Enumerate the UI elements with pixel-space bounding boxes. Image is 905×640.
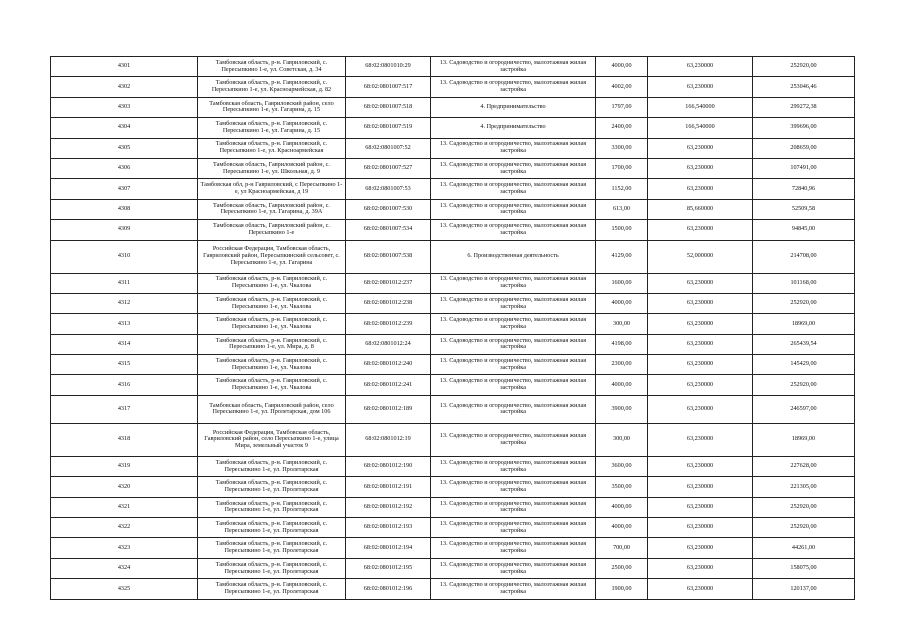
table-row bbox=[51, 518, 855, 538]
table-row bbox=[51, 355, 855, 375]
address-cell: Российская Федерация, Тамбовская область, Гавриловский район, село Пересыпкино 1-е, улица Мира, земельный участок 9 bbox=[198, 423, 346, 456]
cadastral-number-cell: 68:02:0801012:19 bbox=[346, 423, 431, 456]
area-cell: 3500,00 bbox=[596, 477, 648, 497]
specific-value-cell: 85,660000 bbox=[648, 199, 753, 219]
address-cell: Тамбовская область, р-н. Гавриловский, с. Пересыпкино 1-е, ул. Красноармейская bbox=[198, 138, 346, 158]
specific-value-cell: 63,230000 bbox=[648, 220, 753, 240]
cadastral-value-cell: 246597,00 bbox=[753, 395, 855, 423]
specific-value-cell: 63,230000 bbox=[648, 538, 753, 558]
cadastral-value-cell: 52509,58 bbox=[753, 199, 855, 219]
area-cell: 4000,00 bbox=[596, 293, 648, 313]
row-number-cell: 4310 bbox=[51, 240, 198, 273]
area-cell: 4000,00 bbox=[596, 518, 648, 538]
land-use-cell: 13. Садоводство и огородничество, малоэтажная жилая застройка bbox=[431, 395, 596, 423]
land-use-cell: 13. Садоводство и огородничество, малоэтажная жилая застройка bbox=[431, 77, 596, 97]
cadastral-number-cell: 68:02:0801007:534 bbox=[346, 220, 431, 240]
cadastral-number-cell: 68:02:0801007:52 bbox=[346, 138, 431, 158]
cadastral-value-cell: 214708,00 bbox=[753, 240, 855, 273]
cadastral-number-cell: 68:02:0801012:238 bbox=[346, 293, 431, 313]
cadastral-value-cell: 158075,00 bbox=[753, 558, 855, 578]
land-use-cell: 13. Садоводство и огородничество, малоэтажная жилая застройка bbox=[431, 57, 596, 77]
address-cell: Тамбовская область, р-н. Гавриловский, с. Пересыпкино 1-е, ул. Пролетарская bbox=[198, 518, 346, 538]
cadastral-value-cell: 252920,00 bbox=[753, 375, 855, 395]
land-use-cell: 13. Садоводство и огородничество, малоэтажная жилая застройка bbox=[431, 138, 596, 158]
land-use-cell: 13. Садоводство и огородничество, малоэтажная жилая застройка bbox=[431, 375, 596, 395]
land-registry-table bbox=[50, 56, 855, 600]
row-number-cell: 4311 bbox=[51, 273, 198, 293]
area-cell: 300,00 bbox=[596, 314, 648, 334]
table-row bbox=[51, 77, 855, 97]
area-cell: 4198,00 bbox=[596, 334, 648, 354]
cadastral-number-cell: 68:02:0801007:518 bbox=[346, 97, 431, 117]
address-cell: Тамбовская область, Гавриловский район, с. Пересыпкино 1-е bbox=[198, 220, 346, 240]
specific-value-cell: 63,230000 bbox=[648, 579, 753, 599]
row-number-cell: 4319 bbox=[51, 456, 198, 476]
address-cell: Тамбовская область, р-н. Гавриловский, с. Пересыпкино 1-е, ул. Пролетарская bbox=[198, 538, 346, 558]
cadastral-number-cell: 68:02:0801012:237 bbox=[346, 273, 431, 293]
cadastral-number-cell: 68:02:0801007:519 bbox=[346, 118, 431, 138]
specific-value-cell: 63,230000 bbox=[648, 456, 753, 476]
area-cell: 2400,00 bbox=[596, 118, 648, 138]
specific-value-cell: 63,230000 bbox=[648, 158, 753, 178]
land-use-cell: 13. Садоводство и огородничество, малоэтажная жилая застройка bbox=[431, 558, 596, 578]
area-cell: 1900,00 bbox=[596, 579, 648, 599]
specific-value-cell: 63,230000 bbox=[648, 334, 753, 354]
area-cell: 2500,00 bbox=[596, 558, 648, 578]
cadastral-value-cell: 299272,38 bbox=[753, 97, 855, 117]
specific-value-cell: 63,230000 bbox=[648, 355, 753, 375]
specific-value-cell: 63,230000 bbox=[648, 273, 753, 293]
row-number-cell: 4301 bbox=[51, 57, 198, 77]
table-row bbox=[51, 293, 855, 313]
address-cell: Тамбовская область, р-н. Гавриловский, с. Пересыпкино 1-е, ул. Чкалова bbox=[198, 293, 346, 313]
area-cell: 4000,00 bbox=[596, 57, 648, 77]
land-use-cell: 13. Садоводство и огородничество, малоэтажная жилая застройка bbox=[431, 273, 596, 293]
area-cell: 4002,00 bbox=[596, 77, 648, 97]
table-row bbox=[51, 423, 855, 456]
land-use-cell: 13. Садоводство и огородничество, малоэтажная жилая застройка bbox=[431, 538, 596, 558]
table-row bbox=[51, 558, 855, 578]
specific-value-cell: 63,230000 bbox=[648, 423, 753, 456]
cadastral-number-cell: 68:02:0801010:29 bbox=[346, 57, 431, 77]
table-row bbox=[51, 579, 855, 599]
area-cell: 3300,00 bbox=[596, 138, 648, 158]
address-cell: Тамбовская область, р-н. Гавриловский, с. Пересыпкино 1-е, ул. Красноармейская, д. 82 bbox=[198, 77, 346, 97]
cadastral-number-cell: 68:02:0801012:195 bbox=[346, 558, 431, 578]
land-use-cell: 4. Предпринимательство bbox=[431, 118, 596, 138]
land-use-cell: 13. Садоводство и огородничество, малоэтажная жилая застройка bbox=[431, 314, 596, 334]
cadastral-value-cell: 94845,00 bbox=[753, 220, 855, 240]
specific-value-cell: 166,540000 bbox=[648, 97, 753, 117]
row-number-cell: 4314 bbox=[51, 334, 198, 354]
specific-value-cell: 52,000000 bbox=[648, 240, 753, 273]
table-row bbox=[51, 199, 855, 219]
specific-value-cell: 63,230000 bbox=[648, 375, 753, 395]
address-cell: Тамбовская область, р-н. Гавриловский, с. Пересыпкино 1-е, ул. Чкалова bbox=[198, 314, 346, 334]
cadastral-value-cell: 265439,54 bbox=[753, 334, 855, 354]
row-number-cell: 4320 bbox=[51, 477, 198, 497]
address-cell: Тамбовская область, р-н. Гавриловский, с. Пересыпкино 1-е, ул. Советская, д. 34 bbox=[198, 57, 346, 77]
row-number-cell: 4305 bbox=[51, 138, 198, 158]
cadastral-number-cell: 68:02:0801012:239 bbox=[346, 314, 431, 334]
cadastral-number-cell: 68:02:0801012:241 bbox=[346, 375, 431, 395]
land-use-cell: 13. Садоводство и огородничество, малоэтажная жилая застройка bbox=[431, 355, 596, 375]
land-use-cell: 13. Садоводство и огородничество, малоэтажная жилая застройка bbox=[431, 579, 596, 599]
area-cell: 300,00 bbox=[596, 423, 648, 456]
cadastral-number-cell: 68:02:0801007:527 bbox=[346, 158, 431, 178]
cadastral-value-cell: 44261,00 bbox=[753, 538, 855, 558]
specific-value-cell: 63,230000 bbox=[648, 395, 753, 423]
cadastral-value-cell: 145429,00 bbox=[753, 355, 855, 375]
row-number-cell: 4309 bbox=[51, 220, 198, 240]
cadastral-value-cell: 72840,96 bbox=[753, 179, 855, 199]
land-use-cell: 13. Садоводство и огородничество, малоэтажная жилая застройка bbox=[431, 293, 596, 313]
land-use-cell: 13. Садоводство и огородничество, малоэтажная жилая застройка bbox=[431, 497, 596, 517]
row-number-cell: 4308 bbox=[51, 199, 198, 219]
row-number-cell: 4322 bbox=[51, 518, 198, 538]
cadastral-number-cell: 68:02:0801012:190 bbox=[346, 456, 431, 476]
row-number-cell: 4304 bbox=[51, 118, 198, 138]
land-use-cell: 13. Садоводство и огородничество, малоэтажная жилая застройка bbox=[431, 179, 596, 199]
area-cell: 2300,00 bbox=[596, 355, 648, 375]
address-cell: Тамбовская область, Гавриловский район, село Пересыпкино 1-е, ул. Пролетарская, дом 106 bbox=[198, 395, 346, 423]
table-row bbox=[51, 158, 855, 178]
table-row bbox=[51, 314, 855, 334]
address-cell: Тамбовская область, р-н. Гавриловский, с. Пересыпкино 1-е, ул. Пролетарская bbox=[198, 579, 346, 599]
specific-value-cell: 166,540000 bbox=[648, 118, 753, 138]
cadastral-value-cell: 101168,00 bbox=[753, 273, 855, 293]
area-cell: 613,00 bbox=[596, 199, 648, 219]
land-use-cell: 13. Садоводство и огородничество, малоэтажная жилая застройка bbox=[431, 334, 596, 354]
specific-value-cell: 63,230000 bbox=[648, 57, 753, 77]
table-row bbox=[51, 456, 855, 476]
cadastral-value-cell: 18969,00 bbox=[753, 423, 855, 456]
land-use-cell: 13. Садоводство и огородничество, малоэтажная жилая застройка bbox=[431, 220, 596, 240]
address-cell: Тамбовская область, р-н. Гавриловский, с. Пересыпкино 1-е, ул. Мира, д. 8 bbox=[198, 334, 346, 354]
cadastral-value-cell: 252920,00 bbox=[753, 518, 855, 538]
cadastral-number-cell: 68:02:0801012:193 bbox=[346, 518, 431, 538]
table-row bbox=[51, 273, 855, 293]
cadastral-value-cell: 18969,00 bbox=[753, 314, 855, 334]
land-use-cell: 13. Садоводство и огородничество, малоэтажная жилая застройка bbox=[431, 456, 596, 476]
table-row bbox=[51, 497, 855, 517]
cadastral-number-cell: 68:02:0801007:53 bbox=[346, 179, 431, 199]
table-row bbox=[51, 97, 855, 117]
table-row bbox=[51, 538, 855, 558]
table-row bbox=[51, 179, 855, 199]
cadastral-value-cell: 253046,46 bbox=[753, 77, 855, 97]
table-row bbox=[51, 334, 855, 354]
cadastral-value-cell: 208659,00 bbox=[753, 138, 855, 158]
row-number-cell: 4325 bbox=[51, 579, 198, 599]
specific-value-cell: 63,230000 bbox=[648, 179, 753, 199]
area-cell: 3600,00 bbox=[596, 456, 648, 476]
address-cell: Тамбовская область, Гавриловский район, с. Пересыпкино 1-е, ул. Школьная, д. 9 bbox=[198, 158, 346, 178]
table-row bbox=[51, 477, 855, 497]
land-use-cell: 13. Садоводство и огородничество, малоэтажная жилая застройка bbox=[431, 518, 596, 538]
specific-value-cell: 63,230000 bbox=[648, 293, 753, 313]
row-number-cell: 4302 bbox=[51, 77, 198, 97]
cadastral-number-cell: 68:02:0801012:240 bbox=[346, 355, 431, 375]
registry-table-body bbox=[51, 57, 855, 600]
land-use-cell: 4. Предпринимательство bbox=[431, 97, 596, 117]
cadastral-number-cell: 68:02:0801007:538 bbox=[346, 240, 431, 273]
cadastral-number-cell: 68:02:0801007:517 bbox=[346, 77, 431, 97]
cadastral-value-cell: 107491,00 bbox=[753, 158, 855, 178]
address-cell: Тамбовская обл, р-н Гавриловский, с Пересыпкино 1-е, ул Красноармейская, д 19 bbox=[198, 179, 346, 199]
cadastral-value-cell: 252920,00 bbox=[753, 57, 855, 77]
table-row bbox=[51, 118, 855, 138]
land-use-cell: 13. Садоводство и огородничество, малоэтажная жилая застройка bbox=[431, 423, 596, 456]
table-row bbox=[51, 138, 855, 158]
specific-value-cell: 63,230000 bbox=[648, 477, 753, 497]
specific-value-cell: 63,230000 bbox=[648, 518, 753, 538]
land-use-cell: 13. Садоводство и огородничество, малоэтажная жилая застройка bbox=[431, 477, 596, 497]
row-number-cell: 4315 bbox=[51, 355, 198, 375]
row-number-cell: 4313 bbox=[51, 314, 198, 334]
cadastral-number-cell: 68:02:0801012:192 bbox=[346, 497, 431, 517]
area-cell: 4129,00 bbox=[596, 240, 648, 273]
land-use-cell: 6. Производственная деятельность bbox=[431, 240, 596, 273]
row-number-cell: 4316 bbox=[51, 375, 198, 395]
address-cell: Тамбовская область, Гавриловский район, село Пересыпкино 1-е, ул. Гагарина, д. 15 bbox=[198, 97, 346, 117]
cadastral-number-cell: 68:02:0801012:191 bbox=[346, 477, 431, 497]
table-row bbox=[51, 57, 855, 77]
area-cell: 1500,00 bbox=[596, 220, 648, 240]
address-cell: Тамбовская область, р-н. Гавриловский, с. Пересыпкино 1-е, ул. Чкалова bbox=[198, 273, 346, 293]
row-number-cell: 4317 bbox=[51, 395, 198, 423]
area-cell: 4000,00 bbox=[596, 375, 648, 395]
table-row bbox=[51, 240, 855, 273]
area-cell: 1797,00 bbox=[596, 97, 648, 117]
area-cell: 1600,00 bbox=[596, 273, 648, 293]
address-cell: Тамбовская область, р-н. Гавриловский, с. Пересыпкино 1-е, ул. Гагарина, д. 15 bbox=[198, 118, 346, 138]
address-cell: Тамбовская область, р-н. Гавриловский, с. Пересыпкино 1-е, ул. Чкалова bbox=[198, 375, 346, 395]
area-cell: 1700,00 bbox=[596, 158, 648, 178]
table-row bbox=[51, 375, 855, 395]
table-row bbox=[51, 395, 855, 423]
address-cell: Тамбовская область, р-н. Гавриловский, с. Пересыпкино 1-е, ул. Пролетарская bbox=[198, 456, 346, 476]
cadastral-number-cell: 68:02:0801012:196 bbox=[346, 579, 431, 599]
cadastral-number-cell: 68:02:0801012:189 bbox=[346, 395, 431, 423]
specific-value-cell: 63,230000 bbox=[648, 314, 753, 334]
row-number-cell: 4307 bbox=[51, 179, 198, 199]
cadastral-value-cell: 221305,00 bbox=[753, 477, 855, 497]
area-cell: 4000,00 bbox=[596, 497, 648, 517]
row-number-cell: 4303 bbox=[51, 97, 198, 117]
table-row bbox=[51, 220, 855, 240]
row-number-cell: 4306 bbox=[51, 158, 198, 178]
row-number-cell: 4321 bbox=[51, 497, 198, 517]
cadastral-number-cell: 68:02:0801007:530 bbox=[346, 199, 431, 219]
address-cell: Тамбовская область, р-н. Гавриловский, с. Пересыпкино 1-е, ул. Пролетарская bbox=[198, 558, 346, 578]
address-cell: Тамбовская область, р-н. Гавриловский, с. Пересыпкино 1-е, ул. Пролетарская bbox=[198, 477, 346, 497]
specific-value-cell: 63,230000 bbox=[648, 138, 753, 158]
specific-value-cell: 63,230000 bbox=[648, 77, 753, 97]
cadastral-value-cell: 120137,00 bbox=[753, 579, 855, 599]
address-cell: Тамбовская область, р-н. Гавриловский, с. Пересыпкино 1-е, ул. Чкалова bbox=[198, 355, 346, 375]
cadastral-value-cell: 399696,00 bbox=[753, 118, 855, 138]
cadastral-value-cell: 227628,00 bbox=[753, 456, 855, 476]
cadastral-number-cell: 68:02:0801012:24 bbox=[346, 334, 431, 354]
cadastral-value-cell: 252920,00 bbox=[753, 293, 855, 313]
area-cell: 1152,00 bbox=[596, 179, 648, 199]
area-cell: 3900,00 bbox=[596, 395, 648, 423]
row-number-cell: 4318 bbox=[51, 423, 198, 456]
cadastral-value-cell: 252920,00 bbox=[753, 497, 855, 517]
land-use-cell: 13. Садоводство и огородничество, малоэтажная жилая застройка bbox=[431, 199, 596, 219]
row-number-cell: 4312 bbox=[51, 293, 198, 313]
land-use-cell: 13. Садоводство и огородничество, малоэтажная жилая застройка bbox=[431, 158, 596, 178]
row-number-cell: 4324 bbox=[51, 558, 198, 578]
address-cell: Тамбовская область, Гавриловский район, с. Пересыпкино 1-е, ул. Гагарина, д. 39А bbox=[198, 199, 346, 219]
row-number-cell: 4323 bbox=[51, 538, 198, 558]
area-cell: 700,00 bbox=[596, 538, 648, 558]
address-cell: Тамбовская область, р-н. Гавриловский, с. Пересыпкино 1-е, ул. Пролетарская bbox=[198, 497, 346, 517]
cadastral-number-cell: 68:02:0801012:194 bbox=[346, 538, 431, 558]
specific-value-cell: 63,230000 bbox=[648, 497, 753, 517]
specific-value-cell: 63,230000 bbox=[648, 558, 753, 578]
address-cell: Российская Федерация, Тамбовская область, Гавриловский район, Пересыпкинский сельсовет, с. Пересыпкино 1-е, ул. Гагарина bbox=[198, 240, 346, 273]
